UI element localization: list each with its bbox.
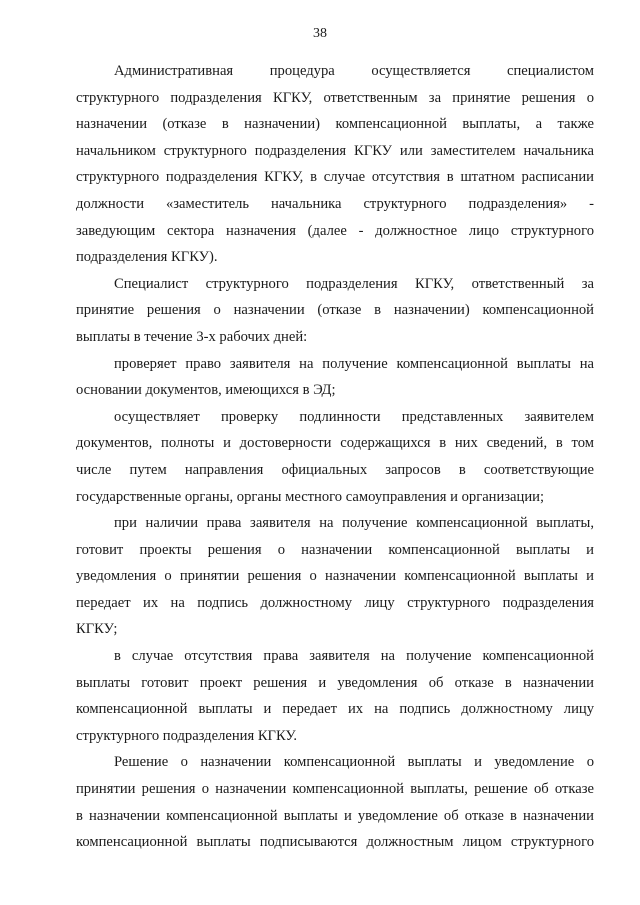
text-line: числе путем направления официальных запросов в соответствующие — [76, 461, 594, 478]
text-line: структурного подразделения КГКУ, в случае отсутствия в штатном расписании — [76, 169, 594, 186]
text-line: начальником структурного подразделения КГКУ или заместителем начальника — [76, 142, 594, 159]
text-line: структурного подразделения КГКУ, ответственным за принятие решения о — [76, 89, 594, 106]
text-line: структурного подразделения КГКУ. — [76, 727, 298, 744]
page-number: 38 — [313, 26, 327, 41]
text-line: принятие решения о назначении (отказе в назначении) компенсационной — [76, 302, 594, 319]
paragraph — [76, 58, 594, 271]
text-line: должности «заместитель начальника структурного подразделения» - — [76, 195, 594, 212]
text-line: основании документов, имеющихся в ЭД; — [76, 382, 336, 399]
paragraph — [76, 404, 594, 510]
text-line: компенсационной выплаты подписываются должностным лицом структурного — [76, 834, 594, 851]
text-line: принятии решения о назначении компенсационной выплаты, решение об отказе — [76, 781, 594, 798]
text-line: в случае отсутствия права заявителя на получение компенсационной — [114, 648, 594, 665]
paragraph — [76, 643, 594, 749]
text-line: готовит проекты решения о назначении компенсационной выплаты и — [76, 541, 594, 558]
text-line: Специалист структурного подразделения КГКУ, ответственный за — [114, 275, 594, 292]
text-line: при наличии права заявителя на получение компенсационной выплаты, — [114, 515, 594, 532]
text-line: Решение о назначении компенсационной выплаты и уведомление о — [114, 754, 594, 771]
text-line: КГКУ; — [76, 621, 118, 638]
text-line: выплаты готовит проект решения и уведомления об отказе в назначении — [76, 674, 594, 691]
text-line: проверяет право заявителя на получение компенсационной выплаты на — [114, 355, 594, 372]
text-line: подразделения КГКУ). — [76, 249, 218, 266]
document-body — [76, 58, 594, 856]
text-line: компенсационной выплаты и передает их на подпись должностному лицу — [76, 701, 594, 718]
paragraph — [76, 271, 594, 351]
text-line: государственные органы, органы местного самоуправления и организации; — [76, 488, 545, 505]
paragraph — [76, 510, 594, 643]
text-line: Административная процедура осуществляется специалистом — [114, 63, 594, 79]
text-line: передает их на подпись должностному лицу структурного подразделения — [76, 594, 594, 611]
text-line: заведующим сектора назначения (далее - должностное лицо структурного — [76, 222, 594, 239]
text-line: осуществляет проверку подлинности представленных заявителем — [114, 408, 594, 425]
paragraph — [76, 351, 594, 404]
text-line: уведомления о принятии решения о назначении компенсационной выплаты и — [76, 568, 594, 585]
text-line: выплаты в течение 3-х рабочих дней: — [76, 328, 308, 345]
text-line: назначении (отказе в назначении) компенсационной выплаты, а также — [76, 116, 594, 133]
text-line: документов, полноты и достоверности содержащихся в них сведений, в том — [76, 435, 594, 452]
paragraph — [76, 749, 594, 855]
text-line: в назначении компенсационной выплаты и уведомление об отказе в назначении — [76, 807, 594, 824]
